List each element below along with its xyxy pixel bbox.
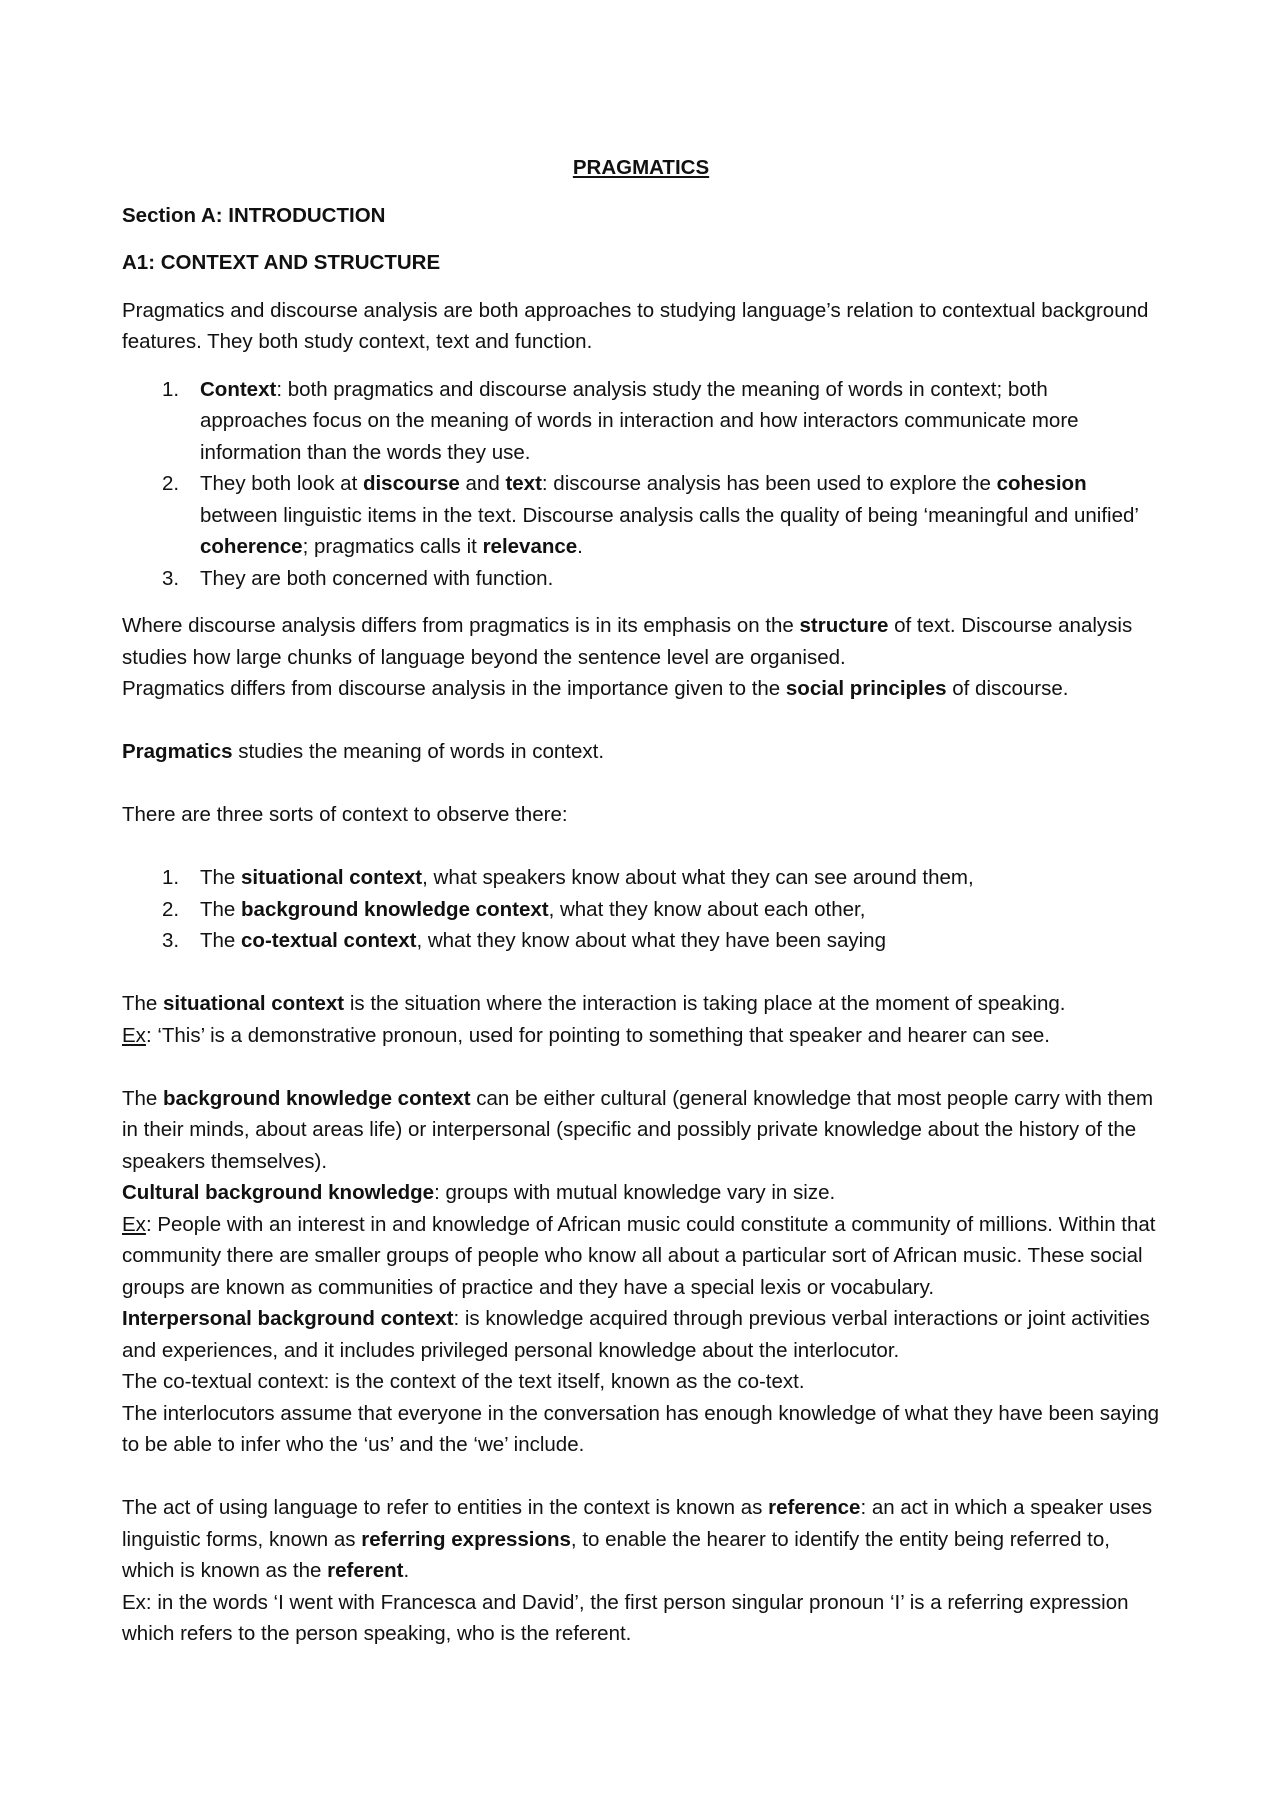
term-discourse: discourse bbox=[362, 472, 460, 495]
term-coherence: coherence bbox=[200, 535, 303, 558]
three-sorts-paragraph: There are three sorts of context to observe there: bbox=[122, 803, 568, 826]
situational-example: Ex: ‘This’ is a demonstrative pronoun, used for pointing to something that speaker and hearer can see. bbox=[122, 1023, 1050, 1047]
section-heading: Section A: INTRODUCTION bbox=[122, 203, 386, 227]
list-item: 3. They are both concerned with function. bbox=[122, 563, 1160, 595]
reference-example: Ex: in the words ‘I went with Francesca and David’, the first person singular pronoun ‘I’ is a referring expression which refers to the person speaking, who is the referent. bbox=[122, 1590, 1129, 1645]
term-structure: structure bbox=[799, 614, 889, 637]
list-number: 1. bbox=[162, 866, 180, 889]
term-social-principles: social principles bbox=[785, 677, 947, 700]
interlocutors-paragraph: The interlocutors assume that everyone in the conversation has enough knowledge of what they have been saying to be able to infer who the ‘us’ and the ‘we’ include. bbox=[122, 1401, 1160, 1456]
list-number: 3. bbox=[162, 566, 180, 590]
list-number: 2. bbox=[162, 897, 180, 921]
intro-paragraph: Pragmatics and discourse analysis are both approaches to studying language’s relation to contextual background features. They both study context, text and function. bbox=[122, 298, 1149, 353]
list-item: 2. The background knowledge context, what they know about each other, bbox=[122, 894, 1160, 926]
list-item: 1. The situational context, what speakers know about what they can see around them, bbox=[122, 862, 1160, 894]
structure-paragraph: Where discourse analysis differs from pragmatics is in its emphasis on the structure of text. Discourse analysis studies how large chunks of language beyond the sentence level are organised. bbox=[122, 614, 1133, 669]
term-pragmatics: Pragmatics bbox=[122, 740, 233, 763]
list-number: 3. bbox=[162, 929, 180, 952]
term-cohesion: cohesion bbox=[996, 472, 1087, 495]
example-label: Ex bbox=[122, 1023, 146, 1047]
list-item: 1. Context: both pragmatics and discourse analysis study the meaning of words in context; both approaches focus on the meaning of words in interaction and how interactors communicate more information than the words they use. bbox=[122, 374, 1160, 469]
cultural-example: Ex: People with an interest in and knowledge of African music could constitute a community of millions. Within that community there are smaller groups of people who know all about a particular sort of African music. These social groups are known as communities of practice and they have a special lexis or vocabulary. bbox=[122, 1212, 1156, 1299]
reference-paragraph: The act of using language to refer to entities in the context is known as reference: an act in which a speaker uses linguistic forms, known as referring expressions, to enable the hearer to identify the entity being referred to, which is known as the referent. bbox=[122, 1496, 1153, 1582]
page-title: PRAGMATICS bbox=[572, 156, 710, 179]
cotextual-paragraph: The co-textual context: is the context of the text itself, known as the co-text. bbox=[122, 1370, 805, 1393]
background-paragraph: The background knowledge context can be either cultural (general knowledge that most people carry with them in their minds, about areas life) or interpersonal (specific and possibly private knowledge about the history of the speakers themselves). bbox=[122, 1086, 1154, 1173]
list-number: 1. bbox=[162, 377, 180, 401]
comparison-list bbox=[122, 374, 1160, 595]
pragmatics-definition: Pragmatics studies the meaning of words in context. bbox=[122, 740, 605, 763]
term-relevance: relevance bbox=[482, 535, 578, 558]
interpersonal-paragraph: Interpersonal background context: is knowledge acquired through previous verbal interactions or joint activities and experiences, and it includes privileged personal knowledge about the interlocutor. bbox=[122, 1307, 1150, 1362]
sub-heading: A1: CONTEXT AND STRUCTURE bbox=[122, 251, 441, 274]
list-item: 3. The co-textual context, what they know about what they have been saying bbox=[122, 925, 1160, 957]
social-paragraph: Pragmatics differs from discourse analysis in the importance given to the social principles of discourse. bbox=[122, 677, 1069, 700]
list-number: 2. bbox=[162, 472, 180, 495]
cultural-paragraph: Cultural background knowledge: groups with mutual knowledge vary in size. bbox=[122, 1181, 836, 1204]
situational-paragraph: The situational context is the situation where the interaction is taking place at the moment of speaking. bbox=[122, 992, 1066, 1015]
term-context: Context bbox=[200, 377, 277, 401]
term-text: text bbox=[505, 472, 542, 495]
list-item: 2. They both look at discourse and text: discourse analysis has been used to explore the cohesion between linguistic items in the text. Discourse analysis calls the quality of being ‘meaningful and unified’ coherence; pragmatics calls it relevance. bbox=[122, 468, 1160, 563]
example-label: Ex bbox=[122, 1212, 146, 1236]
context-types-list bbox=[122, 862, 1160, 957]
